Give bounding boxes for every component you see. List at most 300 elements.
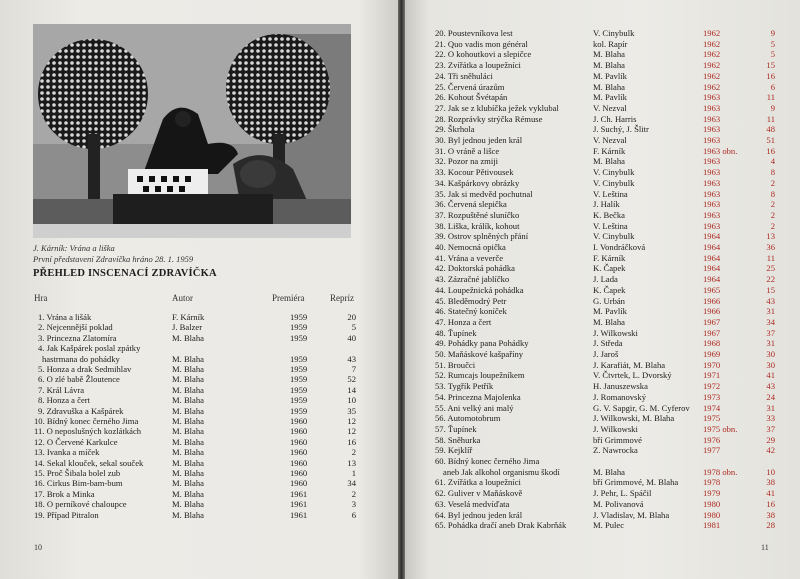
reprise-count: 25: [766, 263, 775, 274]
premiere-year: 1960: [290, 457, 308, 468]
premiere-year: 1959: [290, 374, 308, 385]
reprise-count: 5: [770, 49, 775, 60]
play-title: 39. Ostrov splněných přání: [435, 231, 529, 242]
play-author: M. Blaha: [172, 364, 204, 374]
premiere-year: 1959: [290, 405, 308, 416]
premiere-year: 1960: [290, 436, 308, 447]
table-row: [405, 167, 800, 177]
play-title: 19. Případ Pitralon: [34, 509, 99, 520]
play-author: M. Blaha: [172, 436, 204, 447]
premiere-year: 1975: [703, 413, 721, 424]
table-row: [405, 360, 800, 370]
photo-caption-line2: První představení Zdravíčka hráno 28. 1. 1959: [33, 254, 194, 264]
play-title: 12. O Červené Karkulce: [34, 436, 118, 447]
premiere-year: 1964: [703, 252, 721, 263]
play-author: K. Bečka: [593, 209, 625, 220]
reprise-count: 4: [770, 156, 775, 167]
table-row: [0, 426, 398, 436]
premiere-year: 1959: [290, 312, 308, 322]
play-author: M. Blaha: [593, 466, 625, 477]
premiere-year: 1967: [703, 327, 721, 338]
reprise-count: 48: [766, 124, 775, 135]
reprise-count: 8: [770, 188, 775, 199]
table-row: [0, 458, 398, 468]
premiere-year: 1963: [703, 124, 721, 135]
play-author: M. Blaha: [172, 374, 204, 385]
play-title: 4. Jak Kašpárek poslal zpátky: [38, 343, 141, 354]
play-author: V. Cinybulk: [593, 167, 635, 178]
reprise-count: 51: [766, 135, 775, 145]
table-row: [405, 82, 800, 92]
play-title: 30. Byl jednou jeden král: [435, 135, 523, 145]
play-title: 57. Ťupínek: [435, 423, 477, 434]
reprise-count: 8: [770, 167, 775, 178]
reprise-count: 34: [347, 478, 356, 489]
premiere-year: 1964: [703, 242, 721, 252]
premiere-year: 1962: [703, 60, 721, 71]
play-title: 43. Zázračné jablíčko: [435, 274, 510, 285]
table-row: [405, 253, 800, 263]
play-author: J. Jaroš: [593, 349, 619, 359]
table-row: [0, 364, 398, 374]
play-title: 65. Pohádka dračí aneb Drak Kabrňák: [435, 520, 567, 531]
play-title: 5. Honza a drak Sedmihlav: [38, 364, 132, 374]
play-title: 54. Princezna Majolenka: [435, 391, 521, 402]
premiere-year: 1977: [703, 445, 721, 456]
table-row: [0, 468, 398, 478]
table-row: [405, 199, 800, 209]
reprise-count: 31: [766, 338, 775, 349]
play-title: 13. Ivanka a míček: [34, 447, 100, 458]
table-row: [405, 285, 800, 295]
play-title: 40. Nemocná opička: [435, 242, 506, 252]
play-author: V. Leština: [593, 220, 628, 231]
play-author: Z. Nawrocka: [593, 445, 638, 456]
table-row: [405, 445, 800, 455]
premiere-year: 1963: [703, 220, 721, 231]
play-title: 18. O perníkové chaloupce: [34, 499, 127, 510]
table-row: [405, 317, 800, 327]
play-author: J. Středa: [593, 338, 623, 349]
play-author: J. Pehr, L. Spáčil: [593, 488, 652, 499]
premiere-year: 1959: [290, 322, 308, 333]
play-title: 42. Doktorská pohádka: [435, 263, 515, 274]
play-title: 21. Quo vadis mon général: [435, 38, 528, 49]
table-row: [405, 381, 800, 391]
premiere-year: 1963: [703, 188, 721, 199]
premiere-year: 1960: [290, 468, 308, 478]
premiere-year: 1962: [703, 81, 721, 92]
premiere-year: 1964: [703, 274, 721, 285]
table-row: [405, 488, 800, 498]
play-title: 49. Pohádky pana Pohádky: [435, 338, 529, 349]
play-author: K. Čapek: [593, 284, 626, 295]
table-row: [0, 385, 398, 395]
table-row: [405, 124, 800, 134]
table-row: [405, 242, 800, 252]
premiere-year: 1966: [703, 295, 721, 306]
play-author: M. Blaha: [172, 384, 204, 395]
play-author: M. Pavlík: [593, 306, 627, 317]
play-author: V. Cinybulk: [593, 28, 635, 38]
play-author: K. Čapek: [593, 263, 626, 274]
premiere-year: 1961: [290, 499, 308, 510]
puppet-photo-image: [33, 24, 351, 238]
table-row: [405, 114, 800, 124]
table-row: [0, 489, 398, 499]
reprise-count: 2: [770, 177, 775, 188]
play-title: 56. Automotobrum: [435, 413, 501, 424]
play-author: F. Kárník: [593, 145, 626, 156]
play-title: 8. Honza a čert: [38, 395, 91, 406]
table-row: [405, 467, 800, 477]
reprise-count: 37: [766, 327, 775, 338]
play-title: 3. Princezna Zlatomíra: [38, 332, 117, 343]
play-title: 60. Bídný konec černého Jima: [435, 456, 540, 466]
reprise-count: 33: [766, 413, 775, 424]
play-title: 22. O kohoutkovi a slepičce: [435, 49, 532, 60]
table-row: [0, 437, 398, 447]
reprise-count: 16: [347, 436, 356, 447]
premiere-year: 1974: [703, 402, 721, 413]
table-row: [0, 395, 398, 405]
play-title: 36. Červená slepička: [435, 199, 507, 210]
left-page: [0, 0, 398, 579]
play-title: 1. Vrána a lišák: [38, 312, 92, 322]
premiere-year: 1969: [703, 349, 721, 359]
play-author: H. Januszewska: [593, 381, 648, 392]
play-title: 32. Pozor na zmiji: [435, 156, 499, 167]
premiere-year: 1963: [703, 167, 721, 178]
table-row: [0, 447, 398, 457]
reprise-count: 40: [347, 332, 356, 343]
reprise-count: 1: [351, 468, 356, 478]
play-author: bří Grimmové: [593, 434, 642, 445]
premiere-year: 1971: [703, 370, 721, 381]
reprise-count: 35: [347, 405, 356, 416]
reprise-count: 42: [766, 445, 775, 456]
premiere-year: 1962: [703, 28, 721, 38]
play-title: 50. Maňáskové kašpaříny: [435, 349, 524, 359]
play-author: M. Pavlík: [593, 92, 627, 103]
play-author: M. Blaha: [172, 447, 204, 458]
reprise-count: 28: [766, 520, 775, 531]
table-row: [405, 92, 800, 102]
play-title: 51. Broučci: [435, 359, 476, 370]
table-row: [405, 103, 800, 113]
reprise-count: 24: [766, 391, 775, 402]
play-author: M. Blaha: [593, 316, 625, 327]
play-title: 48. Ťupínek: [435, 327, 477, 338]
play-author: J. Wilkowski, M. Blaha: [593, 413, 675, 424]
reprise-count: 3: [351, 499, 356, 510]
play-author: M. Blaha: [172, 488, 204, 499]
premiere-year: 1959: [290, 332, 308, 343]
puppet-photo: [33, 24, 351, 238]
premiere-year: 1966: [703, 306, 721, 317]
play-title: 28. Rozprávky strýčka Rémuse: [435, 113, 543, 124]
column-header-author: Autor: [172, 293, 193, 303]
play-author: J. Halík: [593, 199, 620, 210]
table-row: [405, 146, 800, 156]
reprise-count: 43: [766, 295, 775, 306]
play-title: 61. Zvířátka a loupežníci: [435, 477, 521, 488]
reprise-count: 13: [347, 457, 356, 468]
play-author: bří Grimmové, M. Blaha: [593, 477, 679, 488]
reprise-count: 5: [770, 38, 775, 49]
play-author: V. Leština: [593, 188, 628, 199]
table-row: [405, 296, 800, 306]
reprise-count: 38: [766, 477, 775, 488]
table-row: [405, 221, 800, 231]
play-author: M. Blaha: [172, 468, 204, 478]
reprise-count: 7: [351, 364, 356, 374]
book-gutter: [398, 0, 405, 579]
play-author: J. Wilkowski: [593, 423, 638, 434]
reprise-count: 16: [766, 498, 775, 509]
play-author: J. Wilkowski: [593, 327, 638, 338]
reprise-count: 29: [766, 434, 775, 445]
premiere-year: 1975 obn.: [703, 423, 738, 434]
reprise-count: 12: [347, 416, 356, 426]
table-row: [405, 60, 800, 70]
premiere-year: 1959: [290, 364, 308, 374]
play-author: M. Polivanová: [593, 498, 644, 509]
play-title: 62. Guliver v Maňáskově: [435, 488, 523, 499]
premiere-year: 1960: [290, 426, 308, 437]
reprise-count: 5: [351, 322, 356, 333]
reprise-count: 11: [766, 92, 775, 103]
play-title: 59. Kejklíř: [435, 445, 473, 456]
reprise-count: 34: [766, 316, 775, 327]
play-title: 27. Jak se z klubíčka ježek vyklubal: [435, 102, 559, 113]
play-author: M. Blaha: [172, 332, 204, 343]
premiere-year: 1960: [290, 447, 308, 458]
reprise-count: 31: [766, 306, 775, 317]
play-title: 35. Jak si medvěd pochutnal: [435, 188, 533, 199]
play-author: M. Blaha: [172, 499, 204, 510]
reprise-count: 2: [351, 447, 356, 458]
play-title: 17. Brok a Minka: [34, 488, 95, 499]
play-author: V. Nezval: [593, 102, 627, 113]
table-row: [405, 338, 800, 348]
play-author: M. Blaha: [172, 478, 204, 489]
play-author: J. Romanovský: [593, 391, 646, 402]
premiere-year: 1980: [703, 498, 721, 509]
premiere-year: 1979: [703, 488, 721, 499]
premiere-year: 1963 obn.: [703, 145, 738, 156]
table-row: [405, 263, 800, 273]
column-header-title: Hra: [34, 293, 48, 303]
reprise-count: 38: [766, 509, 775, 520]
play-title: aneb Jak alkohol organismu škodí: [443, 466, 560, 477]
play-title: 24. Tři sněhuláci: [435, 70, 493, 81]
reprise-count: 2: [351, 488, 356, 499]
play-title: 34. Kašpárkovy obrázky: [435, 177, 520, 188]
premiere-year: 1962: [703, 38, 721, 49]
premiere-year: 1968: [703, 338, 721, 349]
reprise-count: 43: [347, 353, 356, 364]
left-page-number: 10: [34, 543, 42, 552]
table-row: [405, 477, 800, 487]
table-row: [405, 435, 800, 445]
premiere-year: 1963: [703, 102, 721, 113]
premiere-year: 1964: [703, 231, 721, 242]
play-title: 53. Tygřík Petřík: [435, 381, 494, 392]
play-title: 16. Cirkus Bim-bam-bum: [34, 478, 123, 489]
reprise-count: 20: [347, 312, 356, 322]
play-title: 20. Poustevníkova lest: [435, 28, 513, 38]
premiere-year: 1970: [703, 359, 721, 370]
reprise-count: 2: [770, 199, 775, 210]
table-row: [405, 71, 800, 81]
play-author: kol. Rapír: [593, 38, 628, 49]
reprise-count: 11: [766, 252, 775, 263]
reprise-count: 37: [766, 423, 775, 434]
play-title: 9. Zdravuška a Kašpárek: [38, 405, 124, 416]
play-author: V. Nezval: [593, 135, 627, 145]
play-title: 58. Sněhurka: [435, 434, 481, 445]
reprise-count: 30: [766, 349, 775, 359]
reprise-count: 10: [766, 466, 775, 477]
table-row: [0, 510, 398, 520]
play-author: I. Vondráčková: [593, 242, 646, 252]
play-title: 55. Ani velký ani malý: [435, 402, 514, 413]
play-author: M. Blaha: [172, 353, 204, 364]
play-title: 41. Vrána a veverče: [435, 252, 504, 263]
play-author: M. Pulec: [593, 520, 625, 531]
play-author: J. Lada: [593, 274, 618, 285]
column-header-reprises: Repríz: [330, 293, 354, 303]
table-row: [0, 333, 398, 343]
premiere-year: 1960: [290, 416, 308, 426]
play-author: J. Vladislav, M. Blaha: [593, 509, 670, 520]
play-title: 2. Nejcennější poklad: [38, 322, 113, 333]
reprise-count: 30: [766, 359, 775, 370]
premiere-year: 1960: [290, 478, 308, 489]
reprise-count: 15: [766, 284, 775, 295]
reprise-count: 9: [770, 28, 775, 38]
photo-caption-line1: J. Kárník: Vrána a liška: [33, 243, 115, 253]
play-title: 33. Kocour Pětivousek: [435, 167, 514, 178]
table-row: [405, 231, 800, 241]
play-title: 6. O zlé babě Žloutence: [38, 374, 120, 385]
table-row: [405, 274, 800, 284]
premiere-year: 1965: [703, 284, 721, 295]
play-title: 44. Loupežnická pohádka: [435, 284, 524, 295]
play-author: M. Blaha: [593, 156, 625, 167]
play-title: 14. Sekal klouček, sekal souček: [34, 457, 144, 468]
play-author: V. Cinybulk: [593, 231, 635, 242]
play-title: 15. Proč Šibala bolel zub: [34, 468, 121, 478]
premiere-year: 1963: [703, 113, 721, 124]
reprise-count: 9: [770, 102, 775, 113]
premiere-year: 1959: [290, 353, 308, 364]
premiere-year: 1963: [703, 135, 721, 145]
table-row: [405, 520, 800, 530]
play-author: J. Karafiát, M. Blaha: [593, 359, 666, 370]
play-title: 26. Kohout Švétapán: [435, 92, 508, 103]
table-row: [0, 406, 398, 416]
premiere-year: 1961: [290, 509, 308, 520]
premiere-year: 1981: [703, 520, 721, 531]
reprise-count: 13: [766, 231, 775, 242]
table-row: [0, 416, 398, 426]
table-row: [0, 499, 398, 509]
reprise-count: 12: [347, 426, 356, 437]
premiere-year: 1980: [703, 509, 721, 520]
play-author: M. Blaha: [593, 60, 625, 71]
reprise-count: 52: [347, 374, 356, 385]
premiere-year: 1972: [703, 381, 721, 392]
table-row: [405, 328, 800, 338]
reprise-count: 10: [347, 395, 356, 406]
table-row: [405, 413, 800, 423]
table-row: [405, 39, 800, 49]
column-header-premiere: Premiéra: [272, 293, 305, 303]
premiere-year: 1962: [703, 70, 721, 81]
play-title: 45. Bleděmodrý Petr: [435, 295, 507, 306]
play-title: 23. Zvířátka a loupežníci: [435, 60, 521, 71]
section-heading: PŘEHLED INSCENACÍ ZDRAVÍČKA: [33, 268, 217, 279]
premiere-year: 1976: [703, 434, 721, 445]
table-row: [0, 343, 398, 353]
play-author: M. Blaha: [172, 457, 204, 468]
play-title: 52. Rumcajs loupežníkem: [435, 370, 525, 381]
play-author: J. Balzer: [172, 322, 203, 333]
reprise-count: 11: [766, 113, 775, 124]
reprise-count: 2: [770, 220, 775, 231]
reprise-count: 41: [766, 488, 775, 499]
table-row: [0, 354, 398, 364]
table-row: [405, 456, 800, 466]
play-title: 37. Rozpuštěné sluníčko: [435, 209, 520, 220]
play-author: F. Kárník: [172, 312, 205, 322]
premiere-year: 1961: [290, 488, 308, 499]
table-row: [405, 156, 800, 166]
play-title: 31. O vráně a lišce: [435, 145, 500, 156]
table-row: [405, 499, 800, 509]
premiere-year: 1963: [703, 92, 721, 103]
play-title: 7. Král Lávra: [38, 384, 85, 395]
play-title: 38. Liška, králík, kohout: [435, 220, 520, 231]
reprise-count: 2: [770, 209, 775, 220]
premiere-year: 1959: [290, 395, 308, 406]
table-row: [0, 374, 398, 384]
play-author: G. Urbán: [593, 295, 625, 306]
reprise-count: 22: [766, 274, 775, 285]
reprise-count: 43: [766, 381, 775, 392]
table-row: [0, 312, 398, 322]
table-row: [405, 349, 800, 359]
play-author: M. Blaha: [593, 81, 625, 92]
play-author: M. Blaha: [172, 416, 204, 426]
premiere-year: 1964: [703, 263, 721, 274]
right-page: [405, 0, 800, 579]
play-title: 25. Červená úrazům: [435, 81, 505, 92]
table-row: [405, 306, 800, 316]
premiere-year: 1978: [703, 477, 721, 488]
table-row: [405, 210, 800, 220]
play-author: M. Blaha: [172, 395, 204, 406]
premiere-year: 1967: [703, 316, 721, 327]
play-title: 46. Statečný koníček: [435, 306, 507, 317]
play-author: V. Cinybulk: [593, 177, 635, 188]
table-row: [405, 392, 800, 402]
reprise-count: 36: [766, 242, 775, 252]
table-row: [405, 135, 800, 145]
play-title: 63. Veselá medvíďata: [435, 498, 510, 509]
